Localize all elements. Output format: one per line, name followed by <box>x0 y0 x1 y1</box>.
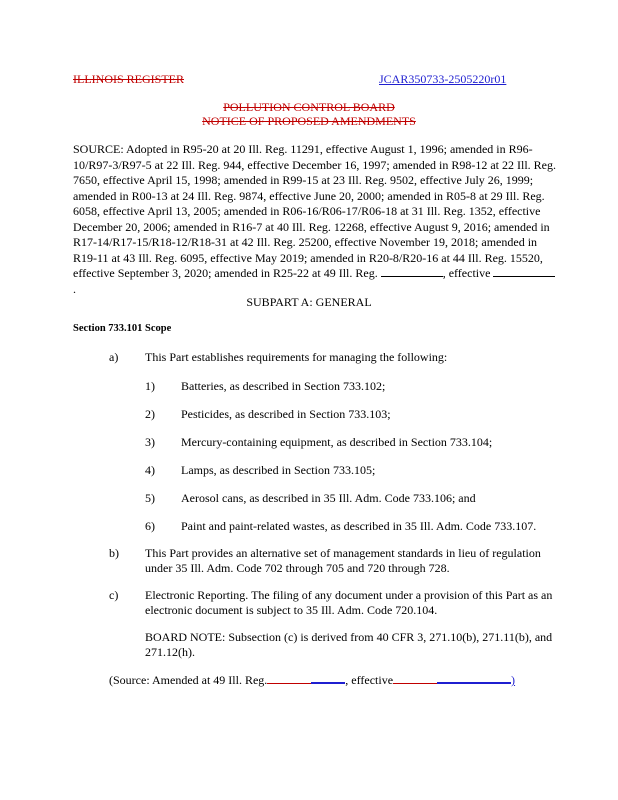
item-c-text: Electronic Reporting. The filing of any document under a provision of this Part as an electronic document is subject to 35 Ill. Adm. Code 720.104. <box>145 588 553 617</box>
source-amended-prefix: (Source: Amended at 49 Ill. Reg. <box>109 673 268 687</box>
agency-name: POLLUTION CONTROL BOARD <box>223 100 395 114</box>
item-b-label: b) <box>109 546 119 560</box>
subitem-1-text: Batteries, as described in Section 733.102; <box>181 379 386 393</box>
blank-register-blue <box>311 672 345 684</box>
subitem-6-num: 6) <box>145 519 155 533</box>
notice-heading <box>0 114 618 129</box>
item-a-text: This Part establishes requirements for managing the following: <box>145 350 448 364</box>
blank-effective-blue <box>437 672 511 684</box>
source-effective-label: , effective <box>442 266 491 280</box>
subitem-5-text: Aerosol cans, as described in 35 Ill. Adm. Code 733.106; and <box>181 491 476 505</box>
agency-heading <box>0 100 618 115</box>
blank-effective-red <box>393 672 437 684</box>
blank-effective-date <box>493 266 555 277</box>
subitem-3-num: 3) <box>145 435 155 449</box>
subpart-heading: SUBPART A: GENERAL <box>246 295 372 309</box>
source-note-end: . <box>73 281 76 296</box>
register-title: ILLINOIS REGISTER <box>73 72 184 86</box>
item-a-label: a) <box>109 350 119 364</box>
subitem-5-num: 5) <box>145 491 155 505</box>
notice-title: NOTICE OF PROPOSED AMENDMENTS <box>202 114 416 128</box>
subitem-1-num: 1) <box>145 379 155 393</box>
subitem-2-text: Pesticides, as described in Section 733.103; <box>181 407 391 421</box>
item-b-text: This Part provides an alternative set of management standards in lieu of regulation under 35 Ill. Adm. Code 702 through 705 and 720 through 728. <box>145 546 541 575</box>
section-heading: Section 733.101 Scope <box>73 323 172 334</box>
subitem-4-text: Lamps, as described in Section 733.105; <box>181 463 376 477</box>
blank-register <box>381 266 443 277</box>
source-close-paren: ) <box>511 673 516 687</box>
jcar-id: JCAR350733-2505220r01 <box>379 72 507 86</box>
blank-register-red <box>267 672 311 684</box>
board-note: BOARD NOTE: Subsection (c) is derived from 40 CFR 3, 271.10(b), 271.11(b), and 271.12(h). <box>145 630 553 659</box>
subitem-6-text: Paint and paint-related wastes, as described in 35 Ill. Adm. Code 733.107. <box>181 519 537 533</box>
source-amendment-line <box>109 672 515 688</box>
subitem-4-num: 4) <box>145 463 155 477</box>
subitem-3-text: Mercury-containing equipment, as described in Section 733.104; <box>181 435 493 449</box>
source-effective-text: , effective <box>345 673 394 687</box>
source-note-text: SOURCE: Adopted in R95-20 at 20 Ill. Reg. 11291, effective August 1, 1996; amended in R96-10/R97-3/R97-5 at 22 Ill. Reg. 944, effective December 16, 1997; amended in R98-12 at 22 Ill. Reg. 7650, effective April 15, 1998; amended in R99-15 at 23 Ill. Reg. 9502, effective July 26, 1999; amended in R00-13 at 24 Ill. Reg. 9874, effective June 20, 2000; amended in R05-8 at 29 Ill. Reg. 6058, effective April 13, 2005; amended in R06-16/R06-17/R06-18 at 31 Ill. Reg. 1352, effective December 20, 2006; amended in R16-7 at 40 Ill. Reg. 12268, effective August 9, 2016; amended in R17-14/R17-15/R18-12/R18-31 at 42 Ill. Reg. 25200, effective November 19, 2018; amended in R19-11 at 43 Ill. Reg. 6095, effective May 2019; amended in R20-8/R20-16 at 44 Ill. Reg. 15520, effective September 3, 2020; amended in R25-22 at 49 Ill. Reg. <box>73 142 557 280</box>
subitem-2-num: 2) <box>145 407 155 421</box>
source-note <box>73 142 558 297</box>
item-c-label: c) <box>109 588 119 602</box>
